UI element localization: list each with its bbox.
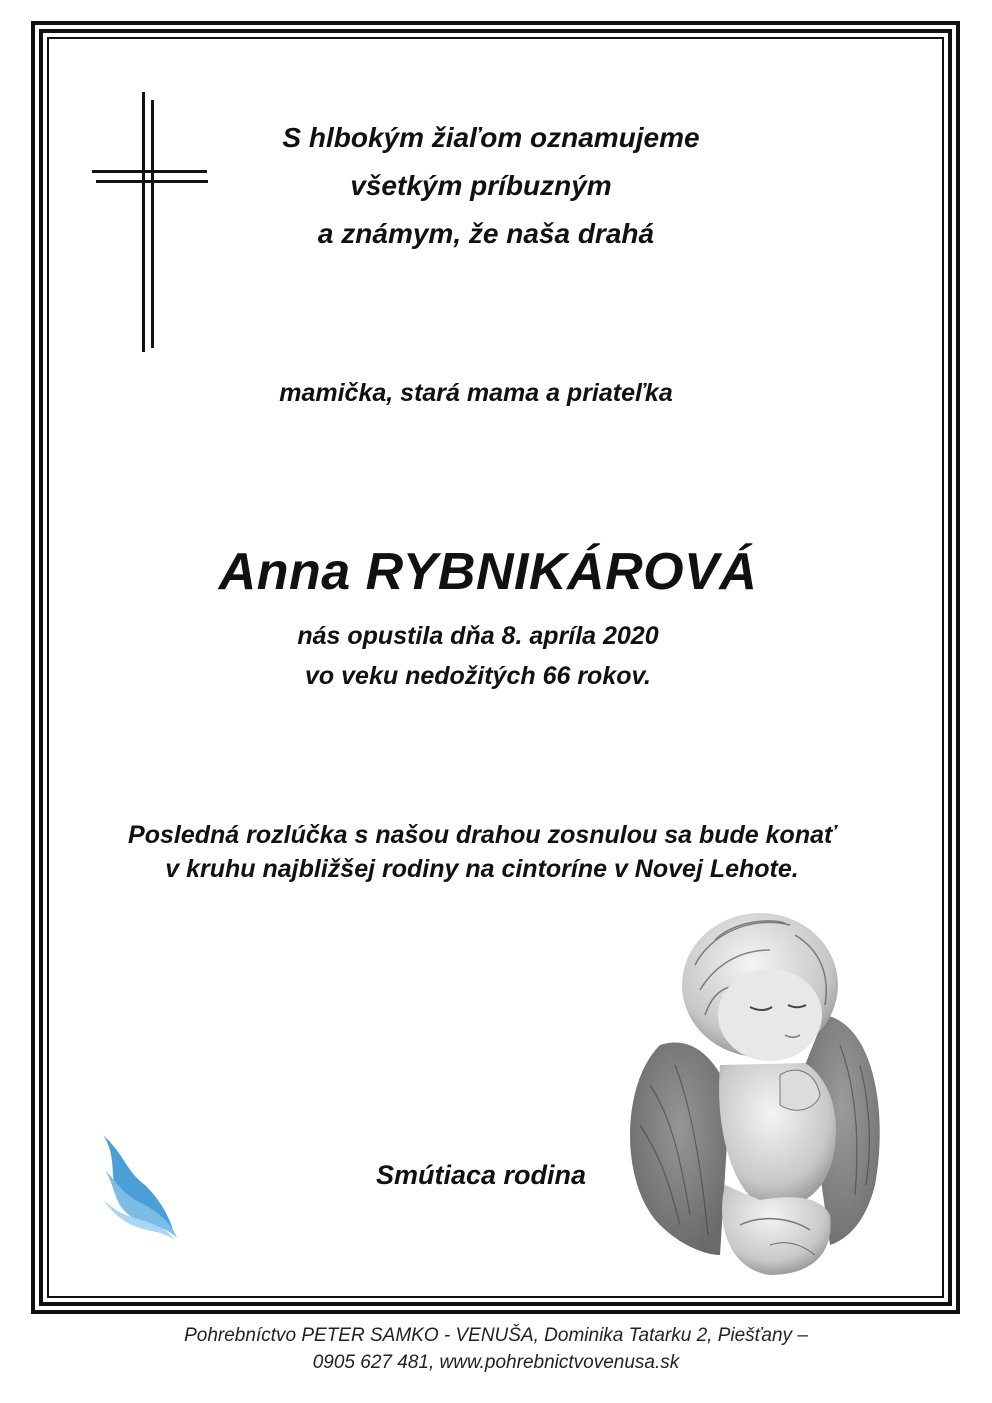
deceased-name: Anna RYBNIKÁROVÁ [218,543,758,601]
announcement-intro [0,114,992,258]
footer-address: Pohrebníctvo PETER SAMKO - VENUŠA, Dominika Tatarku 2, Piešťany – [184,1325,808,1346]
intro-line-2: všetkým príbuzným [350,170,612,201]
intro-line-3: a známym, že naša drahá [317,218,655,249]
age-line: vo veku nedožitých 66 rokov. [305,662,651,690]
footer-contact: 0905 627 481, www.pohrebnictvovenusa.sk [312,1352,680,1373]
relation-text [0,376,972,410]
flame-logo-icon [95,1130,185,1240]
funeral-home-footer [0,1322,992,1376]
farewell-block [0,818,978,886]
signature-family: Smútiaca rodina [376,1160,587,1190]
deceased-name-block [0,540,992,604]
relation-line: mamička, stará mama a priateľka [279,379,673,407]
angel-statue-image [620,895,890,1280]
farewell-line-1: Posledná rozlúčka s našou drahou zosnulou sa bude konať [128,821,836,849]
death-date-block [0,616,974,696]
death-date-line: nás opustila dňa 8. apríla 2020 [297,622,659,650]
intro-line-1: S hlbokým žiaľom oznamujeme [282,122,700,153]
farewell-line-2: v kruhu najbližšej rodiny na cintoríne v Novej Lehote. [165,855,799,883]
